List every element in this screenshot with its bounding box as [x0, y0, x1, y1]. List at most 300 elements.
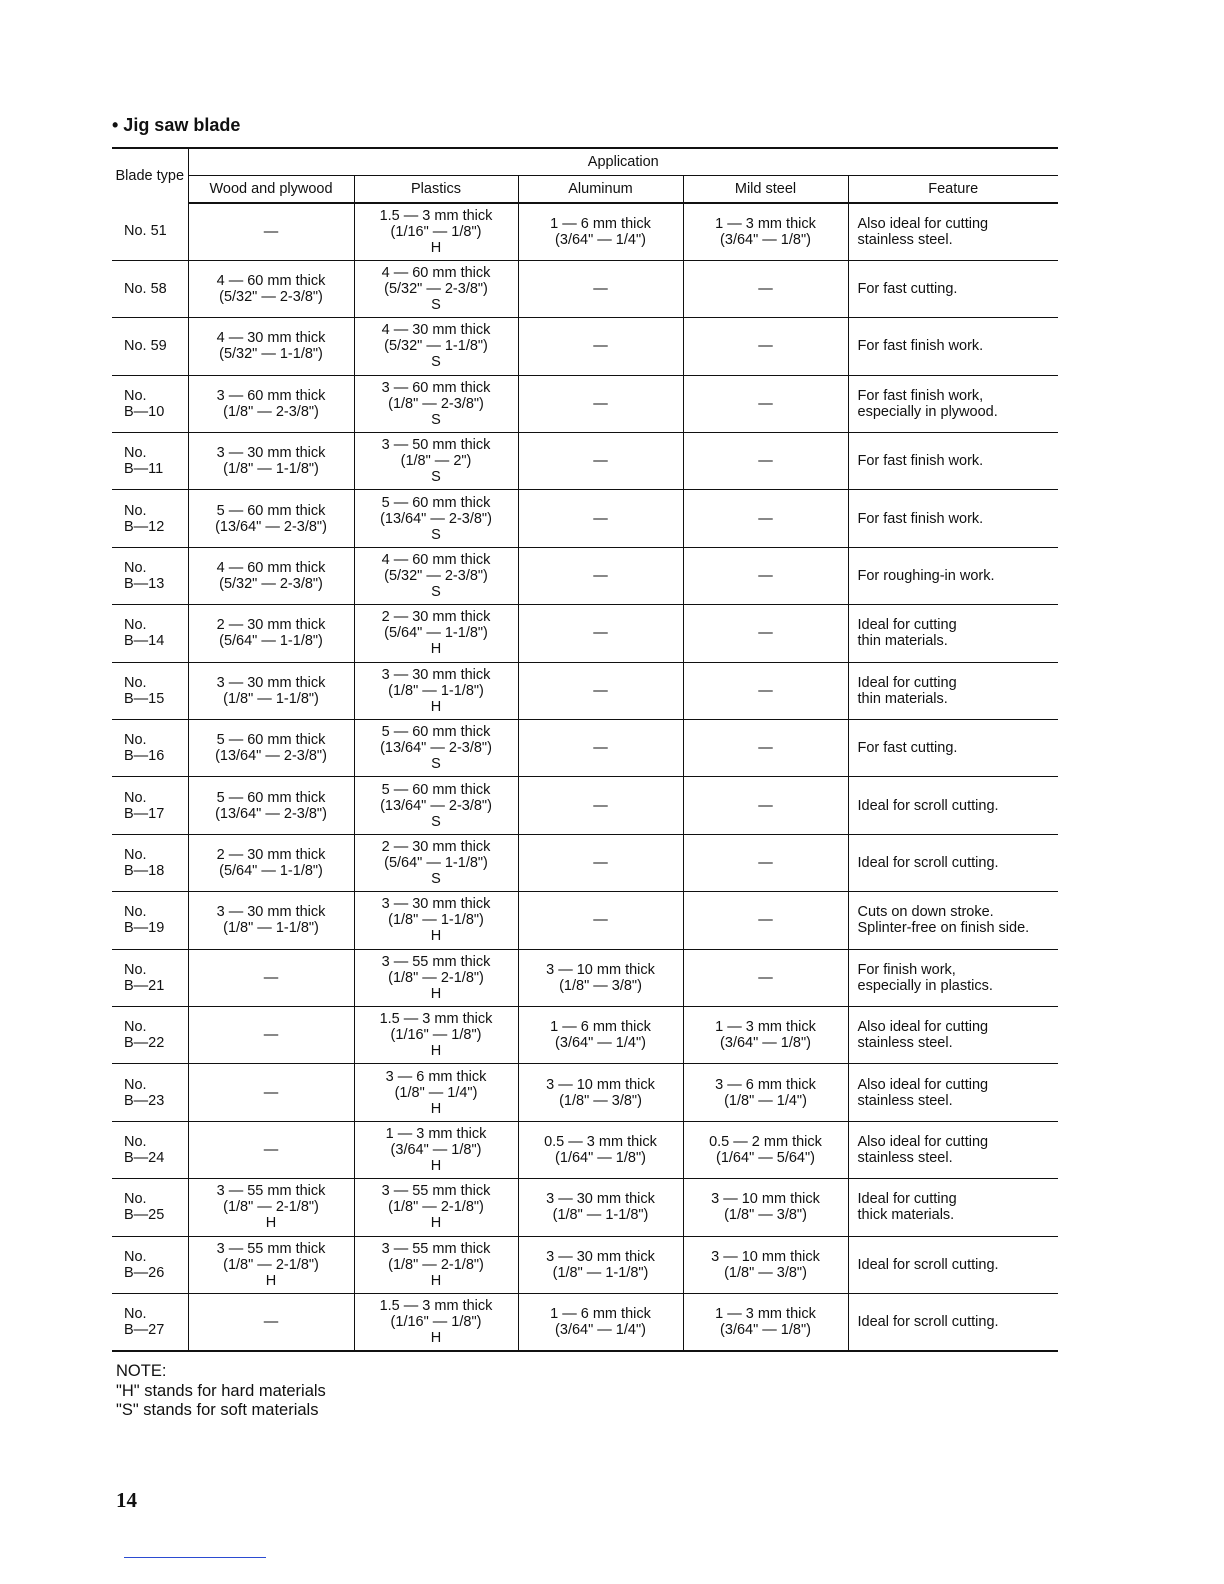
plastics-cell-line: (5/64" — 1-1/8")	[384, 625, 488, 642]
plastics-cell-line: 1 — 3 mm thick	[385, 1125, 487, 1142]
feature-cell-line: Splinter-free on finish side.	[857, 920, 1030, 937]
plastics-cell-line: (1/8" — 1/4")	[394, 1084, 478, 1101]
feature-cell-line: For finish work,	[857, 961, 956, 978]
feature-cell	[848, 547, 1058, 604]
wood-cell	[188, 720, 354, 777]
plastics-cell-line: S	[431, 756, 441, 773]
plastics-cell-line: S	[431, 870, 441, 887]
plastics-cell-line: H	[430, 1272, 442, 1289]
feature-cell-line: thin materials.	[857, 633, 948, 650]
feature-cell-line: Ideal for scroll cutting.	[857, 797, 999, 814]
aluminum-cell-line: 3 — 10 mm thick	[546, 1076, 655, 1093]
blade-type-cell-line: B—23	[124, 1092, 165, 1109]
aluminum-cell-line: (3/64" — 1/4")	[555, 1321, 646, 1338]
mild-steel-cell-line: (3/64" — 1/8")	[720, 1321, 811, 1338]
blade-type-cell-line: B—15	[124, 690, 165, 707]
header-mild-steel: Mild steel	[683, 176, 848, 204]
feature-cell	[848, 892, 1058, 949]
plastics-cell-line: (1/16" — 1/8")	[390, 223, 482, 240]
plastics-cell-line: (1/8" — 2-1/8")	[388, 1199, 484, 1216]
table-row	[112, 605, 1058, 662]
plastics-cell-line: 1.5 — 3 mm thick	[379, 1011, 493, 1028]
aluminum-cell	[518, 318, 683, 375]
blade-type-cell	[112, 834, 188, 891]
blade-type-cell-line: B—17	[124, 805, 165, 822]
blade-type-cell	[112, 605, 188, 662]
feature-cell	[848, 662, 1058, 719]
feature-cell-line: For fast cutting.	[857, 281, 958, 298]
feature-cell	[848, 433, 1058, 490]
table-row	[112, 375, 1058, 432]
plastics-cell-line: H	[430, 698, 442, 715]
mild-steel-cell	[683, 203, 848, 260]
mild-steel-cell-line: —	[758, 740, 773, 757]
wood-cell-line: (13/64" — 2-3/8")	[215, 518, 327, 535]
aluminum-cell-line: (1/8" — 3/8")	[559, 977, 642, 994]
blade-type-cell	[112, 1121, 188, 1178]
blade-type-cell-line: No.	[124, 560, 147, 577]
blade-type-cell-line: B—10	[124, 403, 165, 420]
wood-cell-line: 3 — 30 mm thick	[216, 904, 326, 921]
mild-steel-cell-line: —	[758, 797, 773, 814]
blade-type-cell-line: B—25	[124, 1207, 165, 1224]
table-row	[112, 834, 1058, 891]
wood-cell	[188, 1179, 354, 1236]
table-row	[112, 318, 1058, 375]
blade-type-cell	[112, 1179, 188, 1236]
aluminum-cell	[518, 1121, 683, 1178]
plastics-cell-line: (5/32" — 2-3/8")	[384, 568, 488, 585]
feature-cell	[848, 1064, 1058, 1121]
wood-cell	[188, 1006, 354, 1063]
feature-cell-line: Ideal for cutting	[857, 674, 957, 691]
feature-cell-line: Cuts on down stroke.	[857, 904, 994, 921]
aluminum-cell	[518, 490, 683, 547]
blade-type-cell	[112, 318, 188, 375]
blade-type-cell-line: No.	[124, 961, 147, 978]
blade-type-cell-line: B—18	[124, 862, 165, 879]
header-aluminum: Aluminum	[518, 176, 683, 204]
plastics-cell-line: H	[430, 928, 442, 945]
blade-type-cell-line: B—19	[124, 920, 165, 937]
plastics-cell-line: 2 — 30 mm thick	[381, 609, 491, 626]
note-line-hard: "H" stands for hard materials	[116, 1381, 326, 1400]
feature-cell-line: stainless steel.	[857, 1035, 953, 1052]
aluminum-cell	[518, 1006, 683, 1063]
plastics-cell	[354, 433, 518, 490]
wood-cell	[188, 490, 354, 547]
plastics-cell-line: (1/8" — 2-1/8")	[388, 1256, 484, 1273]
feature-cell	[848, 720, 1058, 777]
blade-type-cell-line: No.	[124, 502, 147, 519]
blade-type-cell	[112, 1293, 188, 1350]
plastics-cell	[354, 1179, 518, 1236]
aluminum-cell-line: 0.5 — 3 mm thick	[544, 1133, 657, 1150]
wood-cell	[188, 834, 354, 891]
mild-steel-cell-line: 1 — 3 mm thick	[715, 1305, 816, 1322]
wood-cell-line: 2 — 30 mm thick	[216, 846, 326, 863]
feature-cell	[848, 1121, 1058, 1178]
wood-cell-line: (1/8" — 1-1/8")	[223, 461, 319, 478]
wood-cell-line: 5 — 60 mm thick	[216, 732, 326, 749]
plastics-cell-line: (3/64" — 1/8")	[390, 1141, 482, 1158]
blade-type-cell-line: B—21	[124, 977, 165, 994]
wood-cell	[188, 949, 354, 1006]
wood-cell	[188, 1236, 354, 1293]
wood-cell-line: H	[265, 1215, 277, 1232]
aluminum-cell-line: —	[593, 625, 608, 642]
aluminum-cell-line: 3 — 30 mm thick	[546, 1248, 655, 1265]
feature-cell-line: especially in plywood.	[857, 403, 998, 420]
plastics-cell-line: H	[430, 1215, 442, 1232]
blade-type-cell-line: B—16	[124, 748, 165, 765]
blade-type-cell-line: No. 59	[124, 338, 167, 355]
plastics-cell	[354, 777, 518, 834]
wood-cell-line: (13/64" — 2-3/8")	[215, 748, 327, 765]
feature-cell	[848, 949, 1058, 1006]
plastics-cell-line: 3 — 60 mm thick	[381, 379, 491, 396]
aluminum-cell-line: —	[593, 568, 608, 585]
mild-steel-cell	[683, 1293, 848, 1350]
plastics-cell-line: H	[430, 1329, 442, 1346]
mild-steel-cell	[683, 949, 848, 1006]
feature-cell	[848, 318, 1058, 375]
header-wood: Wood and plywood	[188, 176, 354, 204]
wood-cell	[188, 260, 354, 317]
mild-steel-cell	[683, 375, 848, 432]
table-row	[112, 1064, 1058, 1121]
aluminum-cell-line: —	[593, 854, 608, 871]
blade-type-cell	[112, 949, 188, 1006]
wood-cell-line: 2 — 30 mm thick	[216, 617, 326, 634]
aluminum-cell	[518, 777, 683, 834]
blade-type-cell-line: No.	[124, 789, 147, 806]
plastics-cell	[354, 834, 518, 891]
plastics-cell-line: 3 — 55 mm thick	[381, 1183, 491, 1200]
wood-cell-line: 3 — 55 mm thick	[216, 1240, 326, 1257]
wood-cell-line: 3 — 30 mm thick	[216, 445, 326, 462]
wood-cell	[188, 375, 354, 432]
wood-cell-line: —	[263, 969, 279, 986]
plastics-cell	[354, 1006, 518, 1063]
mild-steel-cell	[683, 605, 848, 662]
plastics-cell-line: 4 — 30 mm thick	[381, 322, 491, 339]
plastics-cell-line: S	[431, 584, 441, 601]
blade-type-cell-line: B—12	[124, 518, 165, 535]
plastics-cell-line: H	[430, 985, 442, 1002]
wood-cell-line: 4 — 60 mm thick	[216, 560, 326, 577]
wood-cell-line: 5 — 60 mm thick	[216, 789, 326, 806]
mild-steel-cell-line: (3/64" — 1/8")	[720, 231, 811, 248]
feature-cell-line: especially in plastics.	[857, 977, 993, 994]
aluminum-cell	[518, 1064, 683, 1121]
plastics-cell-line: 3 — 6 mm thick	[385, 1068, 487, 1085]
feature-cell-line: For fast cutting.	[857, 740, 958, 757]
table-row	[112, 1236, 1058, 1293]
plastics-cell-line: 3 — 50 mm thick	[381, 437, 491, 454]
wood-cell-line: 3 — 55 mm thick	[216, 1183, 326, 1200]
aluminum-cell	[518, 1293, 683, 1350]
blade-type-cell	[112, 203, 188, 260]
note-label: NOTE:	[116, 1362, 167, 1380]
feature-cell	[848, 1293, 1058, 1350]
plastics-cell-line: H	[430, 239, 442, 256]
feature-cell-line: Ideal for cutting	[857, 1191, 957, 1208]
mild-steel-cell	[683, 892, 848, 949]
blade-type-cell-line: No.	[124, 1191, 147, 1208]
table-row	[112, 720, 1058, 777]
blade-type-cell	[112, 777, 188, 834]
mild-steel-cell	[683, 318, 848, 375]
blade-type-cell-line: No.	[124, 1133, 147, 1150]
plastics-cell	[354, 490, 518, 547]
plastics-cell-line: H	[430, 641, 442, 658]
aluminum-cell	[518, 834, 683, 891]
plastics-cell-line: S	[431, 813, 441, 830]
header-plastics: Plastics	[354, 176, 518, 204]
wood-cell-line: —	[263, 223, 279, 240]
feature-cell-line: For fast finish work.	[857, 510, 984, 527]
aluminum-cell	[518, 433, 683, 490]
wood-cell	[188, 318, 354, 375]
mild-steel-cell-line: —	[758, 395, 773, 412]
mild-steel-cell-line: (1/8" — 3/8")	[724, 1264, 807, 1281]
wood-cell-line: (5/32" — 1-1/8")	[219, 346, 323, 363]
plastics-cell-line: H	[430, 1100, 442, 1117]
plastics-cell-line: 1.5 — 3 mm thick	[379, 1297, 493, 1314]
aluminum-cell	[518, 605, 683, 662]
mild-steel-cell	[683, 777, 848, 834]
blade-type-cell	[112, 375, 188, 432]
feature-cell	[848, 375, 1058, 432]
plastics-cell-line: (5/64" — 1-1/8")	[384, 854, 488, 871]
feature-cell	[848, 490, 1058, 547]
blade-type-cell	[112, 433, 188, 490]
plastics-cell	[354, 318, 518, 375]
wood-cell-line: (1/8" — 1-1/8")	[223, 920, 319, 937]
mild-steel-cell-line: —	[758, 281, 773, 298]
plastics-cell-line: 2 — 30 mm thick	[381, 838, 491, 855]
plastics-cell-line: 3 — 55 mm thick	[381, 953, 491, 970]
wood-cell	[188, 1064, 354, 1121]
blade-type-cell	[112, 547, 188, 604]
note-line-soft: "S" stands for soft materials	[116, 1401, 319, 1419]
mild-steel-cell-line: —	[758, 510, 773, 527]
feature-cell	[848, 777, 1058, 834]
plastics-cell	[354, 260, 518, 317]
table-row	[112, 433, 1058, 490]
wood-cell-line: (1/8" — 2-1/8")	[223, 1199, 319, 1216]
section-title: • Jig saw blade	[112, 115, 241, 135]
aluminum-cell-line: (1/64" — 1/8")	[555, 1149, 646, 1166]
aluminum-cell-line: 1 — 6 mm thick	[550, 215, 651, 232]
blade-type-cell-line: No.	[124, 1305, 147, 1322]
aluminum-cell	[518, 949, 683, 1006]
header-blade-type: Blade type	[112, 148, 188, 203]
mild-steel-cell	[683, 834, 848, 891]
plastics-cell	[354, 1121, 518, 1178]
feature-cell	[848, 203, 1058, 260]
table-row	[112, 1006, 1058, 1063]
mild-steel-cell-line: 1 — 3 mm thick	[715, 215, 816, 232]
blade-type-cell	[112, 260, 188, 317]
plastics-cell	[354, 547, 518, 604]
table-row	[112, 490, 1058, 547]
wood-cell-line: 5 — 60 mm thick	[216, 502, 326, 519]
table-body	[112, 203, 1058, 1351]
mild-steel-cell-line: (1/8" — 3/8")	[724, 1207, 807, 1224]
plastics-cell-line: (1/8" — 2")	[400, 453, 472, 470]
aluminum-cell-line: —	[593, 510, 608, 527]
mild-steel-cell	[683, 1121, 848, 1178]
mild-steel-cell-line: 0.5 — 2 mm thick	[709, 1133, 822, 1150]
feature-cell-line: Ideal for scroll cutting.	[857, 854, 999, 871]
blade-type-cell	[112, 1236, 188, 1293]
wood-cell-line: —	[263, 1141, 279, 1158]
plastics-cell-line: S	[431, 411, 441, 428]
plastics-cell	[354, 1293, 518, 1350]
mild-steel-cell-line: 3 — 10 mm thick	[711, 1248, 820, 1265]
aluminum-cell	[518, 375, 683, 432]
mild-steel-cell	[683, 1179, 848, 1236]
plastics-cell-line: S	[431, 526, 441, 543]
plastics-cell-line: (13/64" — 2-3/8")	[380, 510, 492, 527]
aluminum-cell	[518, 1179, 683, 1236]
feature-cell-line: thin materials.	[857, 690, 948, 707]
header-application: Application	[188, 148, 1058, 176]
plastics-cell	[354, 605, 518, 662]
mild-steel-cell	[683, 720, 848, 777]
plastics-cell	[354, 375, 518, 432]
aluminum-cell-line: 3 — 30 mm thick	[546, 1191, 655, 1208]
mild-steel-cell-line: —	[758, 568, 773, 585]
plastics-cell	[354, 662, 518, 719]
plastics-cell	[354, 203, 518, 260]
plastics-cell-line: 3 — 30 mm thick	[381, 666, 491, 683]
mild-steel-cell	[683, 433, 848, 490]
wood-cell	[188, 203, 354, 260]
wood-cell	[188, 1293, 354, 1350]
plastics-cell-line: 4 — 60 mm thick	[381, 265, 491, 282]
mild-steel-cell	[683, 1236, 848, 1293]
wood-cell-line: 3 — 30 mm thick	[216, 674, 326, 691]
plastics-cell	[354, 1064, 518, 1121]
plastics-cell-line: 1.5 — 3 mm thick	[379, 207, 493, 224]
aluminum-cell-line: —	[593, 797, 608, 814]
blade-type-cell	[112, 1006, 188, 1063]
mild-steel-cell	[683, 490, 848, 547]
mild-steel-cell-line: 3 — 6 mm thick	[715, 1076, 816, 1093]
aluminum-cell-line: —	[593, 338, 608, 355]
aluminum-cell-line: 1 — 6 mm thick	[550, 1305, 651, 1322]
wood-cell	[188, 605, 354, 662]
blade-type-cell-line: B—13	[124, 576, 165, 593]
wood-cell-line: (13/64" — 2-3/8")	[215, 805, 327, 822]
feature-cell-line: stainless steel.	[857, 1149, 953, 1166]
plastics-cell-line: (5/32" — 2-3/8")	[384, 281, 488, 298]
plastics-cell	[354, 1236, 518, 1293]
plastics-cell-line: 3 — 30 mm thick	[381, 896, 491, 913]
feature-cell	[848, 605, 1058, 662]
aluminum-cell-line: —	[593, 682, 608, 699]
plastics-cell-line: 3 — 55 mm thick	[381, 1240, 491, 1257]
feature-cell	[848, 1006, 1058, 1063]
plastics-cell-line: H	[430, 1043, 442, 1060]
mild-steel-cell	[683, 260, 848, 317]
header-feature: Feature	[848, 176, 1058, 204]
plastics-cell-line: S	[431, 297, 441, 314]
wood-cell	[188, 433, 354, 490]
plastics-cell-line: 5 — 60 mm thick	[381, 494, 491, 511]
plastics-cell-line: (1/8" — 1-1/8")	[388, 682, 484, 699]
wood-cell	[188, 1121, 354, 1178]
blade-type-cell-line: No.	[124, 445, 147, 462]
aluminum-cell	[518, 547, 683, 604]
aluminum-cell-line: —	[593, 740, 608, 757]
blade-type-cell-line: B—26	[124, 1264, 165, 1281]
wood-cell-line: —	[263, 1084, 279, 1101]
plastics-cell-line: (1/8" — 2-3/8")	[388, 395, 484, 412]
wood-cell-line: 4 — 30 mm thick	[216, 330, 326, 347]
blade-type-cell	[112, 1064, 188, 1121]
mild-steel-cell	[683, 662, 848, 719]
blade-type-cell-line: No.	[124, 674, 147, 691]
blade-type-cell-line: No.	[124, 1076, 147, 1093]
blade-type-cell-line: B—22	[124, 1035, 165, 1052]
blade-type-cell-line: No.	[124, 904, 147, 921]
blade-type-cell-line: No.	[124, 846, 147, 863]
table-row	[112, 1121, 1058, 1178]
mild-steel-cell-line: —	[758, 854, 773, 871]
plastics-cell-line: (1/8" — 1-1/8")	[388, 912, 484, 929]
blade-type-cell-line: No.	[124, 387, 147, 404]
table-row	[112, 892, 1058, 949]
aluminum-cell	[518, 662, 683, 719]
blade-type-cell-line: No. 58	[124, 281, 167, 298]
aluminum-cell-line: —	[593, 281, 608, 298]
aluminum-cell-line: (3/64" — 1/4")	[555, 231, 646, 248]
wood-cell	[188, 662, 354, 719]
aluminum-cell-line: 3 — 10 mm thick	[546, 961, 655, 978]
blade-type-cell-line: No.	[124, 617, 147, 634]
mild-steel-cell-line: —	[758, 338, 773, 355]
wood-cell	[188, 777, 354, 834]
feature-cell	[848, 260, 1058, 317]
feature-cell-line: stainless steel.	[857, 1092, 953, 1109]
aluminum-cell-line: —	[593, 453, 608, 470]
feature-cell-line: For fast finish work.	[857, 338, 984, 355]
table-row	[112, 949, 1058, 1006]
table-row	[112, 1179, 1058, 1236]
feature-cell-line: Ideal for cutting	[857, 617, 957, 634]
mild-steel-cell-line: —	[758, 912, 773, 929]
feature-cell-line: For fast finish work,	[857, 387, 984, 404]
wood-cell-line: H	[265, 1272, 277, 1289]
blade-type-cell-line: No.	[124, 732, 147, 749]
wood-cell-line: (5/64" — 1-1/8")	[219, 862, 323, 879]
plastics-cell	[354, 892, 518, 949]
feature-cell	[848, 834, 1058, 891]
mild-steel-cell-line: (1/64" — 5/64")	[716, 1149, 815, 1166]
blade-type-cell-line: No.	[124, 1248, 147, 1265]
mild-steel-cell-line: (3/64" — 1/8")	[720, 1035, 811, 1052]
wood-cell-line: (5/64" — 1-1/8")	[219, 633, 323, 650]
aluminum-cell-line: (1/8" — 1-1/8")	[552, 1264, 649, 1281]
blade-type-cell	[112, 720, 188, 777]
mild-steel-cell-line: 3 — 10 mm thick	[711, 1191, 820, 1208]
mild-steel-cell	[683, 1006, 848, 1063]
plastics-cell-line: (1/16" — 1/8")	[390, 1027, 482, 1044]
